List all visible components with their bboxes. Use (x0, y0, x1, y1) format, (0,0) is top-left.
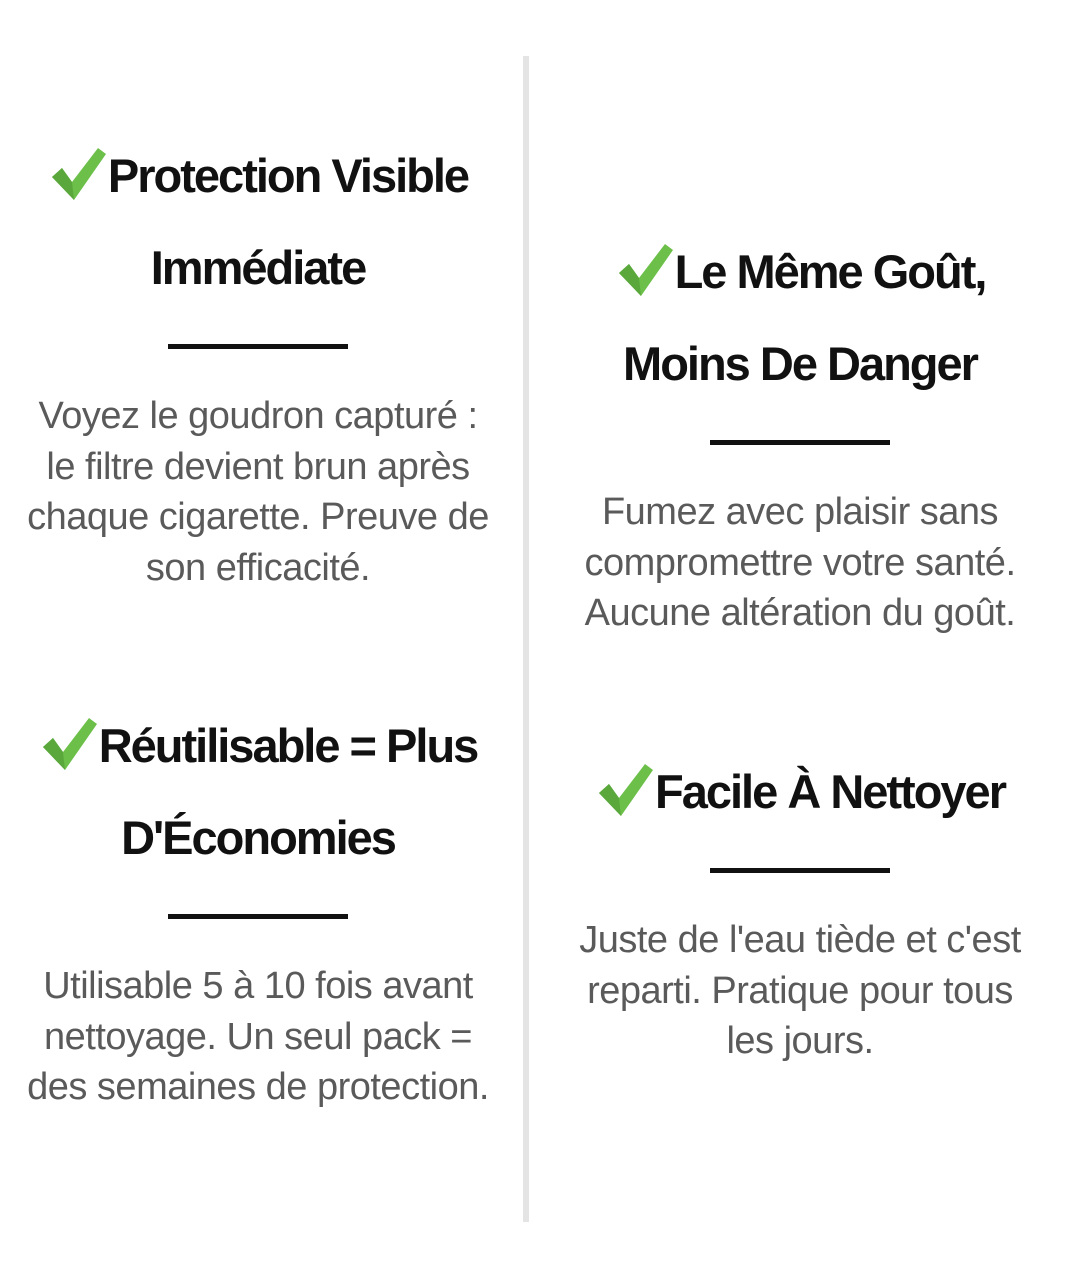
feature-cleaning (562, 746, 1038, 1067)
feature-description: Utilisable 5 à 10 fois avant nettoyage. Un seul pack = des semaines de protection. (27, 965, 489, 1108)
feature-protection (20, 130, 496, 593)
feature-title: Réutilisable = Plus D'Économies (20, 700, 496, 884)
feature-description: Fumez avec plaisir sans compromettre votre santé. Aucune altération du goût. (584, 491, 1016, 634)
title-underline (710, 440, 890, 445)
feature-description: Juste de l'eau tiède et c'est reparti. Pratique pour tous les jours. (579, 919, 1021, 1062)
title-underline (168, 914, 348, 919)
check-mark-icon (615, 240, 675, 300)
feature-taste (562, 226, 1038, 639)
check-mark-icon (48, 144, 108, 204)
feature-description: Voyez le goudron capturé : le filtre devient brun après chaque cigarette. Preuve de son efficacité. (27, 395, 489, 589)
feature-title: Facile À Nettoyer (562, 746, 1038, 838)
title-underline (710, 868, 890, 873)
check-mark-icon (39, 714, 99, 774)
feature-reusable (20, 700, 496, 1113)
title-underline (168, 344, 348, 349)
feature-title: Le Même Goût, Moins De Danger (562, 226, 1038, 410)
check-mark-icon (595, 760, 655, 820)
feature-title: Protection Visible Immédiate (20, 130, 496, 314)
column-divider (523, 56, 529, 1222)
